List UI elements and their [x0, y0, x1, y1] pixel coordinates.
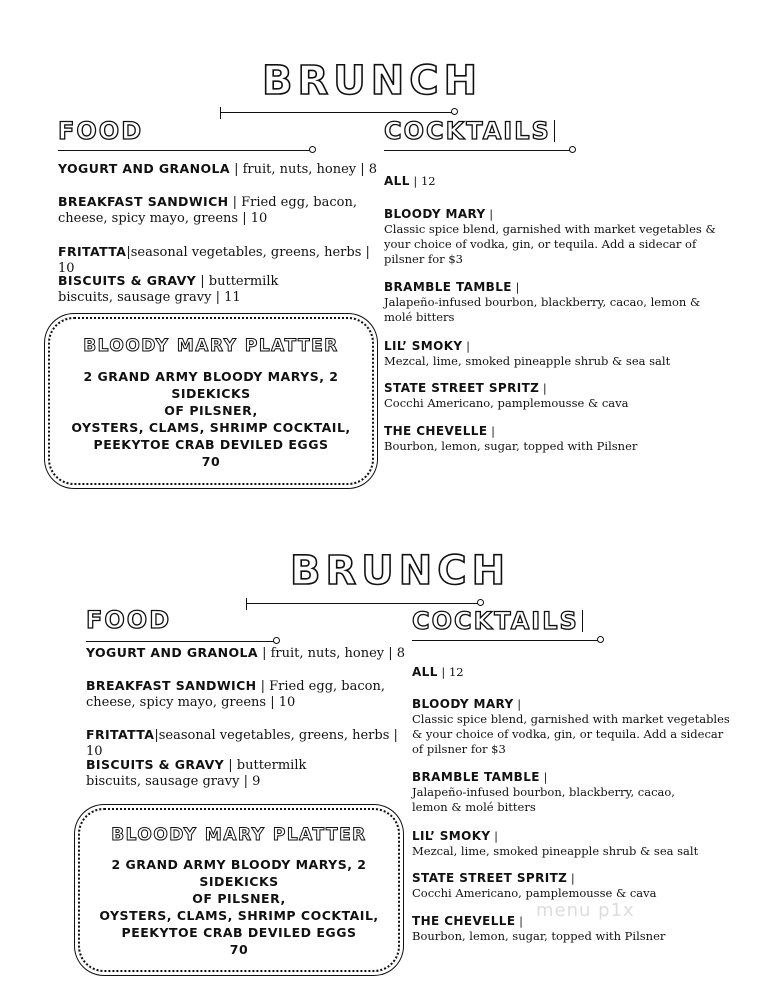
food-item: YOGURT AND GRANOLA | fruit, nuts, honey | 8: [58, 161, 378, 177]
cocktails-divider: [384, 150, 570, 151]
cocktail-item: ALL | 12: [412, 665, 464, 679]
cocktails-heading: COCKTAILS: [412, 607, 579, 635]
food-heading: FOOD: [58, 117, 144, 145]
cocktail-item: ALL | 12: [384, 174, 436, 188]
brunch-title: BRUNCH: [290, 548, 511, 594]
watermark: menu p1x: [536, 900, 635, 921]
food-item: BREAKFAST SANDWICH | Fried egg, bacon, cheese, spicy mayo, greens | 10: [86, 678, 385, 710]
food-item: FRITATTA|seasonal vegetables, greens, herbs | 10: [58, 244, 370, 276]
cocktail-item: STATE STREET SPRITZ | Cocchi Americano, pamplemousse & cava: [412, 871, 657, 900]
food-item: FRITATTA|seasonal vegetables, greens, herbs | 10: [86, 727, 398, 759]
cocktail-item: BLOODY MARY | Classic spice blend, garnished with market vegetables & your choice of vodka, gin, or tequila. Add a sidecar of pilsner for $3: [412, 697, 730, 756]
platter-box: [48, 317, 374, 485]
food-divider: [58, 150, 310, 151]
cocktail-item: LIL’ SMOKY | Mezcal, lime, smoked pineapple shrub & sea salt: [384, 339, 671, 368]
platter-title: BLOODY MARY PLATTER: [83, 336, 339, 356]
cocktail-item: THE CHEVELLE | Bourbon, lemon, sugar, topped with Pilsner: [412, 914, 666, 943]
cocktail-item: THE CHEVELLE | Bourbon, lemon, sugar, topped with Pilsner: [384, 424, 638, 453]
cocktail-item: LIL’ SMOKY | Mezcal, lime, smoked pineapple shrub & sea salt: [412, 829, 699, 858]
platter-box: [78, 808, 400, 972]
platter-description: 2 GRAND ARMY BLOODY MARYS, 2 SIDEKICKS OF PILSNER, OYSTERS, CLAMS, SHRIMP COCKTAIL, PEEKYTOE CRAB DEVILED EGGS 70: [99, 857, 379, 957]
platter-description: 2 GRAND ARMY BLOODY MARYS, 2 SIDEKICKS OF PILSNER, OYSTERS, CLAMS, SHRIMP COCKTAIL, PEEKYTOE CRAB DEVILED EGGS 70: [71, 369, 351, 469]
cocktail-item: BRAMBLE TAMBLE | Jalapeño-infused bourbon, blackberry, cacao, lemon & molé bitters: [384, 280, 701, 324]
cocktails-tick: [554, 120, 555, 142]
cocktail-item: BRAMBLE TAMBLE | Jalapeño-infused bourbon, blackberry, cacao, lemon & molé bitters: [412, 770, 675, 814]
food-heading: FOOD: [86, 606, 172, 634]
platter-title: BLOODY MARY PLATTER: [111, 825, 367, 845]
title-divider: [220, 112, 452, 113]
cocktails-tick: [582, 610, 583, 632]
title-divider: [246, 603, 478, 604]
food-item: BREAKFAST SANDWICH | Fried egg, bacon, cheese, spicy mayo, greens | 10: [58, 194, 357, 226]
food-item: YOGURT AND GRANOLA | fruit, nuts, honey | 8: [86, 645, 406, 661]
food-divider: [86, 641, 274, 642]
cocktails-divider: [412, 640, 598, 641]
food-item: BISCUITS & GRAVY | buttermilk biscuits, sausage gravy | 9: [86, 757, 307, 789]
cocktails-heading: COCKTAILS: [384, 117, 551, 145]
cocktail-item: BLOODY MARY | Classic spice blend, garnished with market vegetables & your choice of vodka, gin, or tequila. Add a sidecar of pilsner for $3: [384, 207, 716, 266]
cocktail-item: STATE STREET SPRITZ | Cocchi Americano, pamplemousse & cava: [384, 381, 629, 410]
food-item: BISCUITS & GRAVY | buttermilk biscuits, sausage gravy | 11: [58, 273, 279, 305]
brunch-title: BRUNCH: [262, 58, 483, 104]
